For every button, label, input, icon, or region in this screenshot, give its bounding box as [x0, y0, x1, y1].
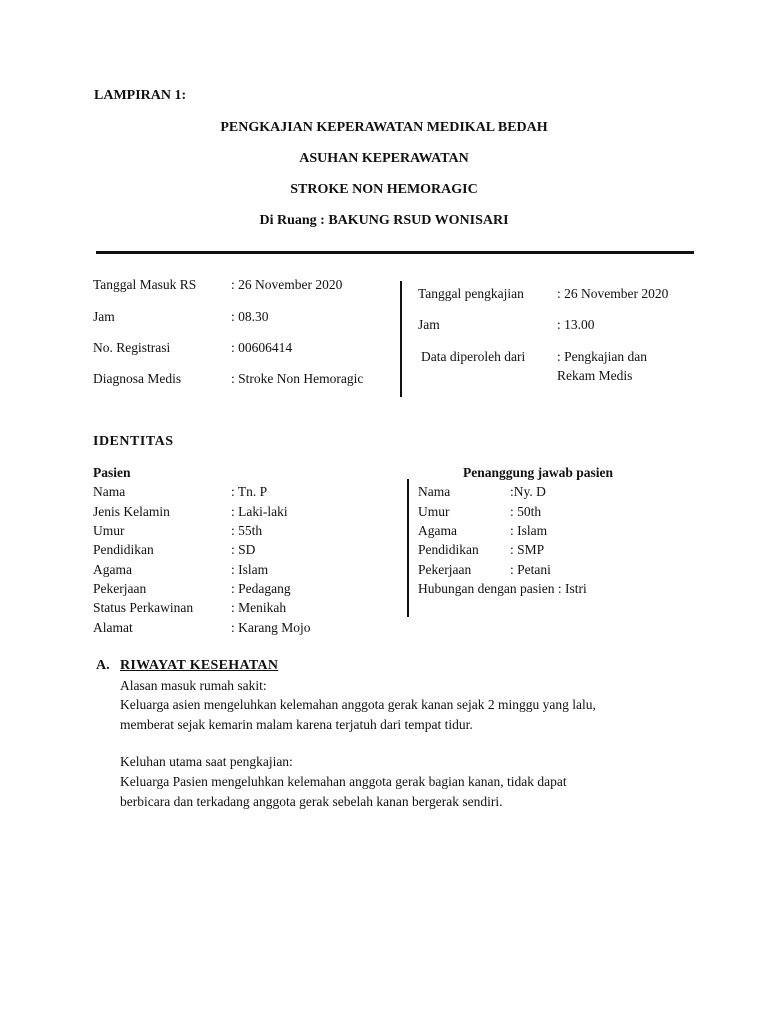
patient-row [93, 581, 393, 599]
admission-row [93, 371, 393, 391]
patient-heading: Pasien [93, 465, 131, 480]
riwayat-heading: RIWAYAT KESEHATAN [120, 658, 279, 673]
admission-value: : Stroke Non Hemoragic [231, 371, 364, 386]
patient-row [93, 620, 393, 638]
header-divider [96, 251, 694, 254]
guardian-value: : Islam [510, 523, 548, 538]
guardian-row [418, 542, 698, 560]
admission-label: Diagnosa Medis [93, 371, 182, 386]
guardian-label: Agama [418, 523, 457, 538]
guardian-row [418, 523, 698, 541]
assessment-row [418, 317, 708, 337]
patient-row [93, 484, 393, 502]
patient-label: Agama [93, 562, 132, 577]
assessment-value: : Pengkajian dan [557, 349, 647, 364]
admission-value: : 00606414 [231, 340, 293, 355]
section-letter: A. [96, 658, 110, 673]
document-subtitle: ASUHAN KEPERAWATAN [299, 151, 469, 166]
reason-text-line: Keluarga asien mengeluhkan kelemahan anggota gerak kanan sejak 2 minggu yang lalu, [120, 697, 596, 712]
assessment-row [418, 349, 708, 389]
patient-row [93, 523, 393, 541]
diagnosis-title: STROKE NON HEMORAGIC [290, 182, 478, 197]
admission-value: : 26 November 2020 [231, 277, 343, 292]
guardian-value: : Petani [510, 562, 551, 577]
patient-row [93, 600, 393, 618]
patient-value: : Karang Mojo [231, 620, 311, 635]
guardian-row [418, 484, 698, 502]
lampiran-label: LAMPIRAN 1: [94, 88, 187, 103]
guardian-value: :Ny. D [510, 484, 546, 499]
admission-row [93, 277, 393, 297]
guardian-label: Pendidikan [418, 542, 479, 557]
complaint-label: Keluhan utama saat pengkajian: [120, 754, 293, 769]
guardian-relation: Hubungan dengan pasien : Istri [418, 581, 587, 596]
admission-label: Jam [93, 309, 115, 324]
patient-value: : Laki-laki [231, 504, 288, 519]
admission-divider [400, 281, 402, 397]
assessment-label: Jam [418, 317, 440, 332]
patient-label: Nama [93, 484, 126, 499]
guardian-heading: Penanggung jawab pasien [463, 465, 614, 480]
guardian-value: : 50th [510, 504, 542, 519]
patient-value: : SD [231, 542, 256, 557]
assessment-row [418, 286, 708, 306]
guardian-row [418, 562, 698, 580]
patient-value: : Tn. P [231, 484, 268, 499]
admission-label: No. Registrasi [93, 340, 171, 355]
patient-label: Jenis Kelamin [93, 504, 170, 519]
complaint-text-line: berbicara dan terkadang anggota gerak sebelah kanan bergerak sendiri. [120, 794, 503, 809]
reason-label: Alasan masuk rumah sakit: [120, 678, 267, 693]
patient-value: : Menikah [231, 600, 287, 615]
assessment-label: Data diperoleh dari [421, 349, 526, 364]
patient-label: Umur [93, 523, 125, 538]
assessment-value: : 26 November 2020 [557, 286, 669, 301]
reason-text-line: memberat sejak kemarin malam karena terjatuh dari tempat tidur. [120, 717, 473, 732]
guardian-row [418, 504, 698, 522]
assessment-label: Tanggal pengkajian [418, 286, 524, 301]
admission-label: Tanggal Masuk RS [93, 277, 197, 292]
patient-row [93, 542, 393, 560]
document-title: PENGKAJIAN KEPERAWATAN MEDIKAL BEDAH [220, 120, 548, 135]
patient-row [93, 562, 393, 580]
patient-value: : Pedagang [231, 581, 291, 596]
assessment-value: : 13.00 [557, 317, 595, 332]
patient-value: : Islam [231, 562, 269, 577]
admission-row [93, 309, 393, 329]
assessment-value-cont: Rekam Medis [557, 368, 633, 383]
patient-value: : 55th [231, 523, 263, 538]
guardian-label: Nama [418, 484, 451, 499]
complaint-text-line: Keluarga Pasien mengeluhkan kelemahan anggota gerak bagian kanan, tidak dapat [120, 774, 567, 789]
identitas-divider [407, 479, 409, 617]
ward-title: Di Ruang : BAKUNG RSUD WONISARI [259, 213, 509, 228]
patient-label: Pekerjaan [93, 581, 147, 596]
guardian-label: Pekerjaan [418, 562, 472, 577]
patient-row [93, 504, 393, 522]
guardian-label: Umur [418, 504, 450, 519]
admission-row [93, 340, 393, 360]
admission-value: : 08.30 [231, 309, 269, 324]
guardian-value: : SMP [510, 542, 545, 557]
patient-label: Pendidikan [93, 542, 154, 557]
patient-label: Status Perkawinan [93, 600, 194, 615]
patient-label: Alamat [93, 620, 133, 635]
identitas-heading: IDENTITAS [93, 434, 174, 449]
